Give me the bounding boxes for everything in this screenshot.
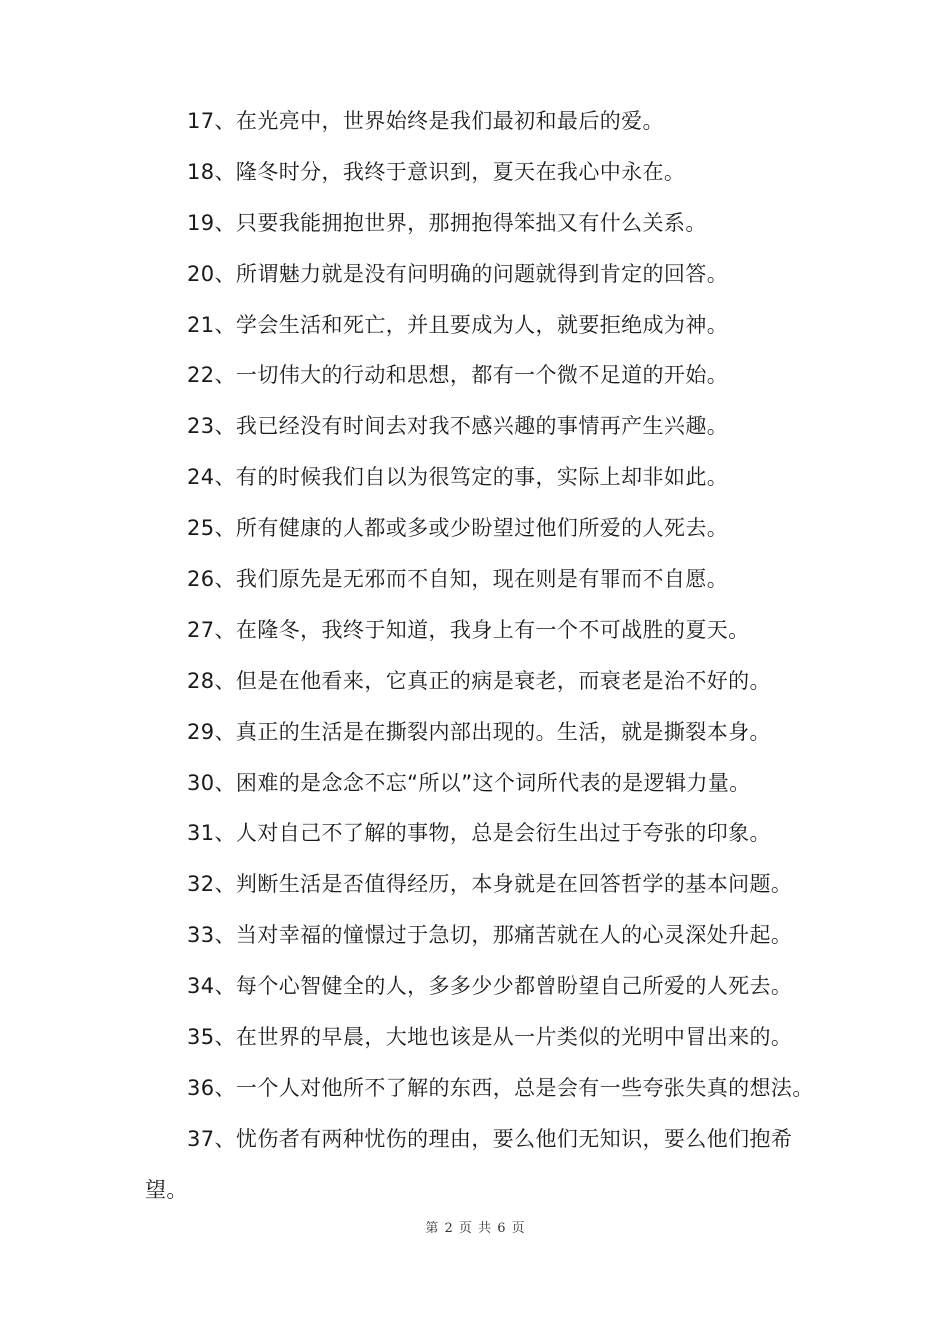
quote-line: 27、在隆冬，我终于知道，我身上有一个不可战胜的夏天。 xyxy=(187,617,750,642)
quote-line: 24、有的时候我们自以为很笃定的事，实际上却非如此。 xyxy=(187,465,729,490)
quote-line: 30、困难的是念念不忘“所以”这个词所代表的是逻辑力量。 xyxy=(187,770,751,795)
quote-line: 22、一切伟大的行动和思想，都有一个微不足道的开始。 xyxy=(187,363,729,388)
quote-line-continuation: 望。 xyxy=(145,1177,188,1202)
quote-line: 33、当对幸福的憧憬过于急切，那痛苦就在人的心灵深处升起。 xyxy=(187,923,793,948)
quote-list xyxy=(145,103,825,1223)
quote-line: 18、隆冬时分，我终于意识到，夏天在我心中永在。 xyxy=(187,159,686,184)
quote-line-first-part: 37、忧伤者有两种忧伤的理由，要么他们无知识，要么他们抱希 xyxy=(187,1126,793,1151)
quote-line-wrapped xyxy=(145,1121,825,1208)
page-number-footer: 第 2 页 共 6 页 xyxy=(425,1221,525,1236)
quote-line: 19、只要我能拥抱世界，那拥抱得笨拙又有什么关系。 xyxy=(187,210,707,235)
quote-line: 23、我已经没有时间去对我不感兴趣的事情再产生兴趣。 xyxy=(187,414,729,439)
quote-line: 21、学会生活和死亡，并且要成为人，就要拒绝成为神。 xyxy=(187,312,729,337)
quote-line: 25、所有健康的人都或多或少盼望过他们所爱的人死去。 xyxy=(187,516,729,541)
quote-line: 29、真正的生活是在撕裂内部出现的。生活，就是撕裂本身。 xyxy=(187,719,771,744)
quote-line: 34、每个心智健全的人，多多少少都曾盼望自己所爱的人死去。 xyxy=(187,974,793,999)
quote-line: 26、我们原先是无邪而不自知，现在则是有罪而不自愿。 xyxy=(187,567,729,592)
quote-line: 20、所谓魅力就是没有问明确的问题就得到肯定的回答。 xyxy=(187,261,729,286)
quote-line: 31、人对自己不了解的事物，总是会衍生出过于夸张的印象。 xyxy=(187,821,771,846)
quote-line: 36、一个人对他所不了解的东西，总是会有一些夸张失真的想法。 xyxy=(187,1075,814,1100)
quote-line: 17、在光亮中，世界始终是我们最初和最后的爱。 xyxy=(187,109,664,133)
quote-line: 35、在世界的早晨，大地也该是从一片类似的光明中冒出来的。 xyxy=(187,1025,793,1050)
quote-line: 28、但是在他看来，它真正的病是衰老，而衰老是治不好的。 xyxy=(187,668,771,693)
quote-line: 32、判断生活是否值得经历，本身就是在回答哲学的基本问题。 xyxy=(187,872,793,897)
